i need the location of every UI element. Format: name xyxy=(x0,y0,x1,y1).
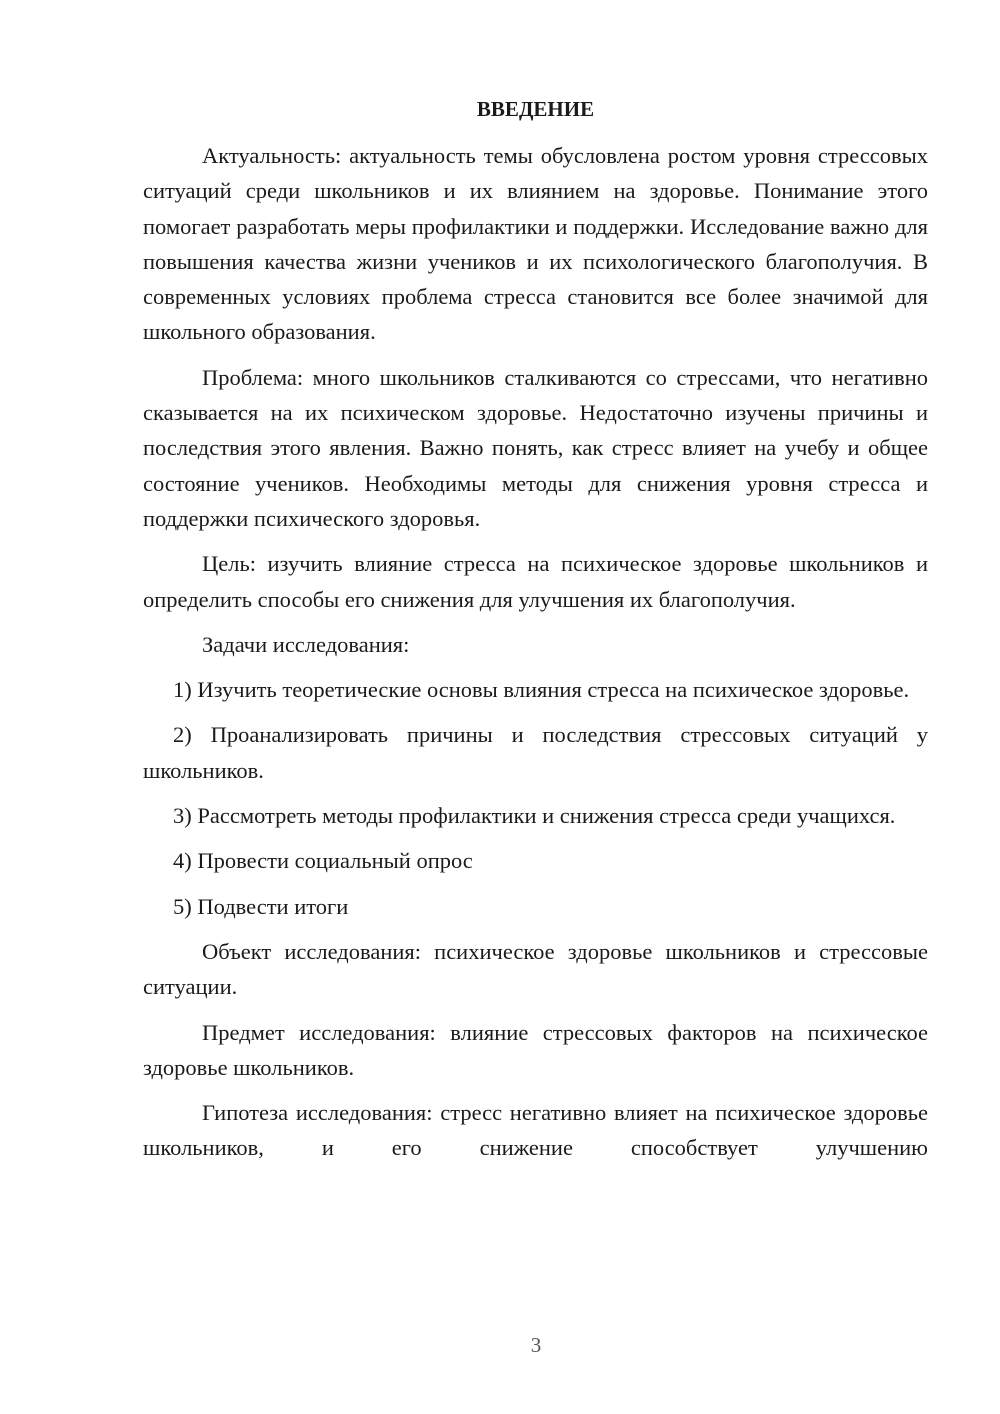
task-item: 1) Изучить теоретические основы влияния стресса на психическое здоровье. xyxy=(173,677,910,703)
task-item: 5) Подвести итоги xyxy=(173,893,349,919)
subject-paragraph: Предмет исследования: влияние стрессовых факторов на психическое здоровье школьников. xyxy=(143,1019,928,1080)
goal-paragraph: Цель: изучить влияние стресса на психическое здоровье школьников и определить способы его снижения для улучшения их благополучия. xyxy=(143,551,928,612)
object-paragraph: Объект исследования: психическое здоровье школьников и стрессовые ситуации. xyxy=(143,938,928,1000)
page-number: 3 xyxy=(530,1333,542,1357)
problem-paragraph: Проблема: много школьников сталкиваются со стрессами, что негативно сказывается на их психическом здоровье. Недостаточно изучены причины и последствия этого явления. Важно понять, как стресс влияет на учебу и общее состояние учеников. Необходимы методы для снижения уровня стресса и поддержки психического здоровья. xyxy=(143,364,928,531)
hypothesis-paragraph: Гипотеза исследования: стресс негативно влияет на психическое здоровье школьников, и его снижение способствует улучшению xyxy=(143,1100,928,1161)
section-heading: ВВЕДЕНИЕ xyxy=(476,97,595,121)
task-item: 3) Рассмотреть методы профилактики и снижения стресса среди учащихся. xyxy=(173,803,896,829)
task-item: 2) Проанализировать причины и последствия стрессовых ситуаций у школьников. xyxy=(143,722,928,783)
page-content xyxy=(143,94,928,1176)
relevance-paragraph: Актуальность: актуальность темы обусловлена ростом уровня стрессовых ситуаций среди школьников и их влиянием на здоровье. Понимание этого помогает разработать меры профилактики и поддержки. Исследование важно для повышения качества жизни учеников и их психологического благополучия. В современных условиях проблема стресса становится все более значимой для школьного образования. xyxy=(143,143,928,345)
tasks-label: Задачи исследования: xyxy=(202,631,410,657)
task-item: 4) Провести социальный опрос xyxy=(173,848,473,874)
